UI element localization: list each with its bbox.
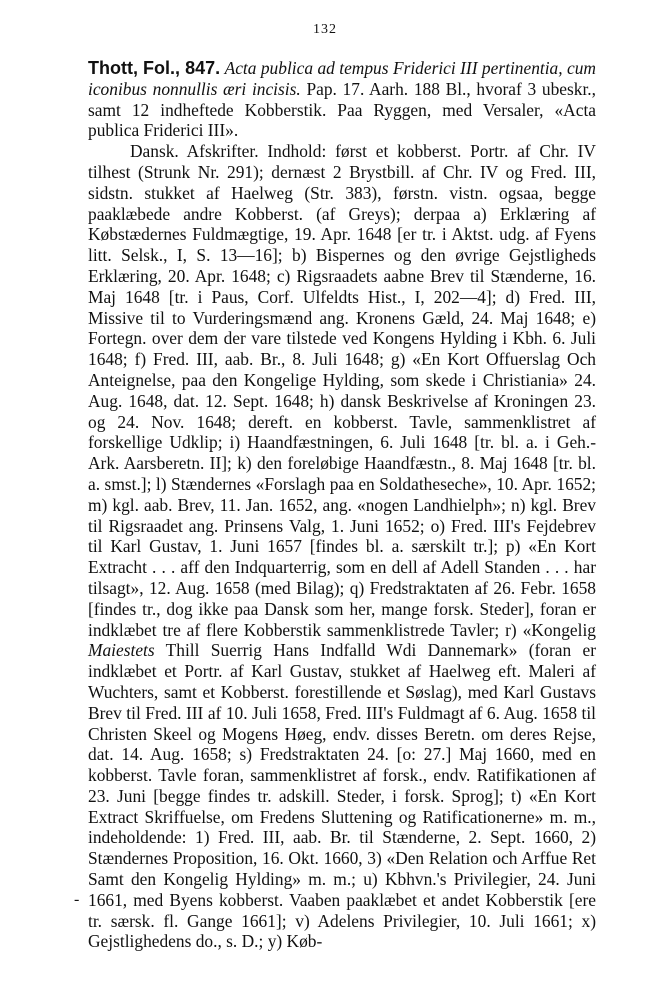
page-number: 132 (313, 22, 337, 37)
shelfmark-heading: Thott, Fol., 847. (88, 58, 221, 78)
contents-text-part-2: Thill Suerrig Hans Indfalld Wdi Dannemark» (foran er indklæbet et Portr. af Karl Gustav, stukket af Haelweg eft. Maleri af Wuchters, samt et Kobberst. forestillende et Søslag), med Karl Gustavs Brev til Fred. III af 10. Juli 1658, Fred. III's Fuldmagt af 6. Aug. 1658 til Christen Skeel og Mogens Høeg, endv. disses Beretn. om deres Rejse, dat. 14. Aug. 1658; s) Fredstraktaten 24. [o: 27.] Maj 1660, med en kobberst. Tavle foran, sammenklistret af forsk., endv. Ratifikationen af 23. Juni [begge findes tr. adskill. Steder, i forsk. Sprog]; t) «En Kort Extract Skriffuelse, om Fredens Sluttening og Ratificationerne» m. m., indeholdende: 1) Fred. III, aab. Br. til Stænderne, 2. Sept. 1660, 2) Stændernes Proposition, 16. Okt. 1660, 3) «Den Relation och Arffue Ret Samt den Kongelig Hylding» m. m.; u) Kbhvn.'s Privilegier, 24. Juni 1661, med Byens kobberst. Vaaben paaklæbet et andet Kobberstik [ere tr. særsk. fl. Gange 1661]; v) Adelens Privilegier, 10. Juli 1661; x) Gejstlighedens do., s. D.; y) Køb- (88, 640, 596, 952)
margin-mark: - (74, 891, 80, 908)
contents-paragraph (88, 141, 596, 952)
latin-title: Acta publica ad tempus Friderici III pertinentia, cum iconibus nonnullis æri incisis. (88, 58, 596, 99)
contents-text-part-1: Dansk. Afskrifter. Indhold: først et kobberst. Portr. af Chr. IV tilhest (Strunk Nr. 291); dernæst 2 Brystbill. af Chr. IV og Fred. III, sidstn. stukket af Haelweg (Str. 383), førstn. vistn. ogsaa, begge paaklæbede andre Kobberst. (af Greys); derpaa a) Erklæring af Købstædernes Fuldmægtige, 19. Apr. 1648 [er tr. i Aktst. udg. af Fyens litt. Selsk., I, S. 13—16]; b) Bispernes og den øvrige Gejstligheds Erklæring, 20. Apr. 1648; c) Rigsraadets aabne Brev til Stænderne, 16. Maj 1648 [tr. i Paus, Corf. Ulfeldts Hist., I, 202—4]; d) Fred. III, Missive til to Vurderingsmænd ang. Kronens Gæld, 24. Maj 1648; e) Fortegn. over dem der vare tilstede ved Kongens Hylding i Kbh. 6. Juli 1648; f) Fred. III, aab. Br., 8. Juli 1648; g) «En Kort Offuerslag Och Anteignelse, paa den Kongelige Hylding, som skede i Christiania» 24. Aug. 1648, dat. 12. Sept. 1648; h) dansk Beskrivelse af Kroningen 23. og 24. Nov. 1648; dereft. en kobberst. Tavle, sammenklistret af forskellige Udklip; i) Haandfæstningen, 6. Juli 1648 [tr. bl. a. i Geh.-Ark. Aarsberetn. II]; k) den foreløbige Haandfæstn., 8. Maj 1648 [tr. bl. a. smst.]; l) Stændernes «Forslagh paa en Soldatheseche», 10. Apr. 1652; m) kgl. aab. Brev, 11. Jan. 1652, ang. «nogen Landhielph»; n) kgl. Brev til Rigsraadet ang. Prinsens Valg, 1. Juni 1652; o) Fred. III's Fejdebrev til Karl Gustav, 1. Juni 1657 [findes bl. a. særskilt tr.]; p) «En Kort Extracht . . . aff den Indquarterrig, som en dell af Adell Standen . . . har tilsagt», 12. Aug. 1658 (med Bilag); q) Fredstraktaten af 26. Febr. 1658 [findes tr., dog ikke paa Dansk som her, mange forsk. Steder], foran er indklæbet tre af flere Kobberstik sammenklistrede Tavler; r) «Kongelig (88, 141, 596, 640)
italic-word: Maiestets (88, 640, 155, 661)
catalog-entry (88, 58, 596, 952)
physical-description: Pap. 17. Aarh. 188 Bl., hvoraf 3 ubeskr., samt 12 indheftede Kobberstik. Paa Ryggen, med Versaler, «Acta publica Friderici III». (88, 78, 596, 141)
entry-heading-paragraph (88, 58, 596, 141)
